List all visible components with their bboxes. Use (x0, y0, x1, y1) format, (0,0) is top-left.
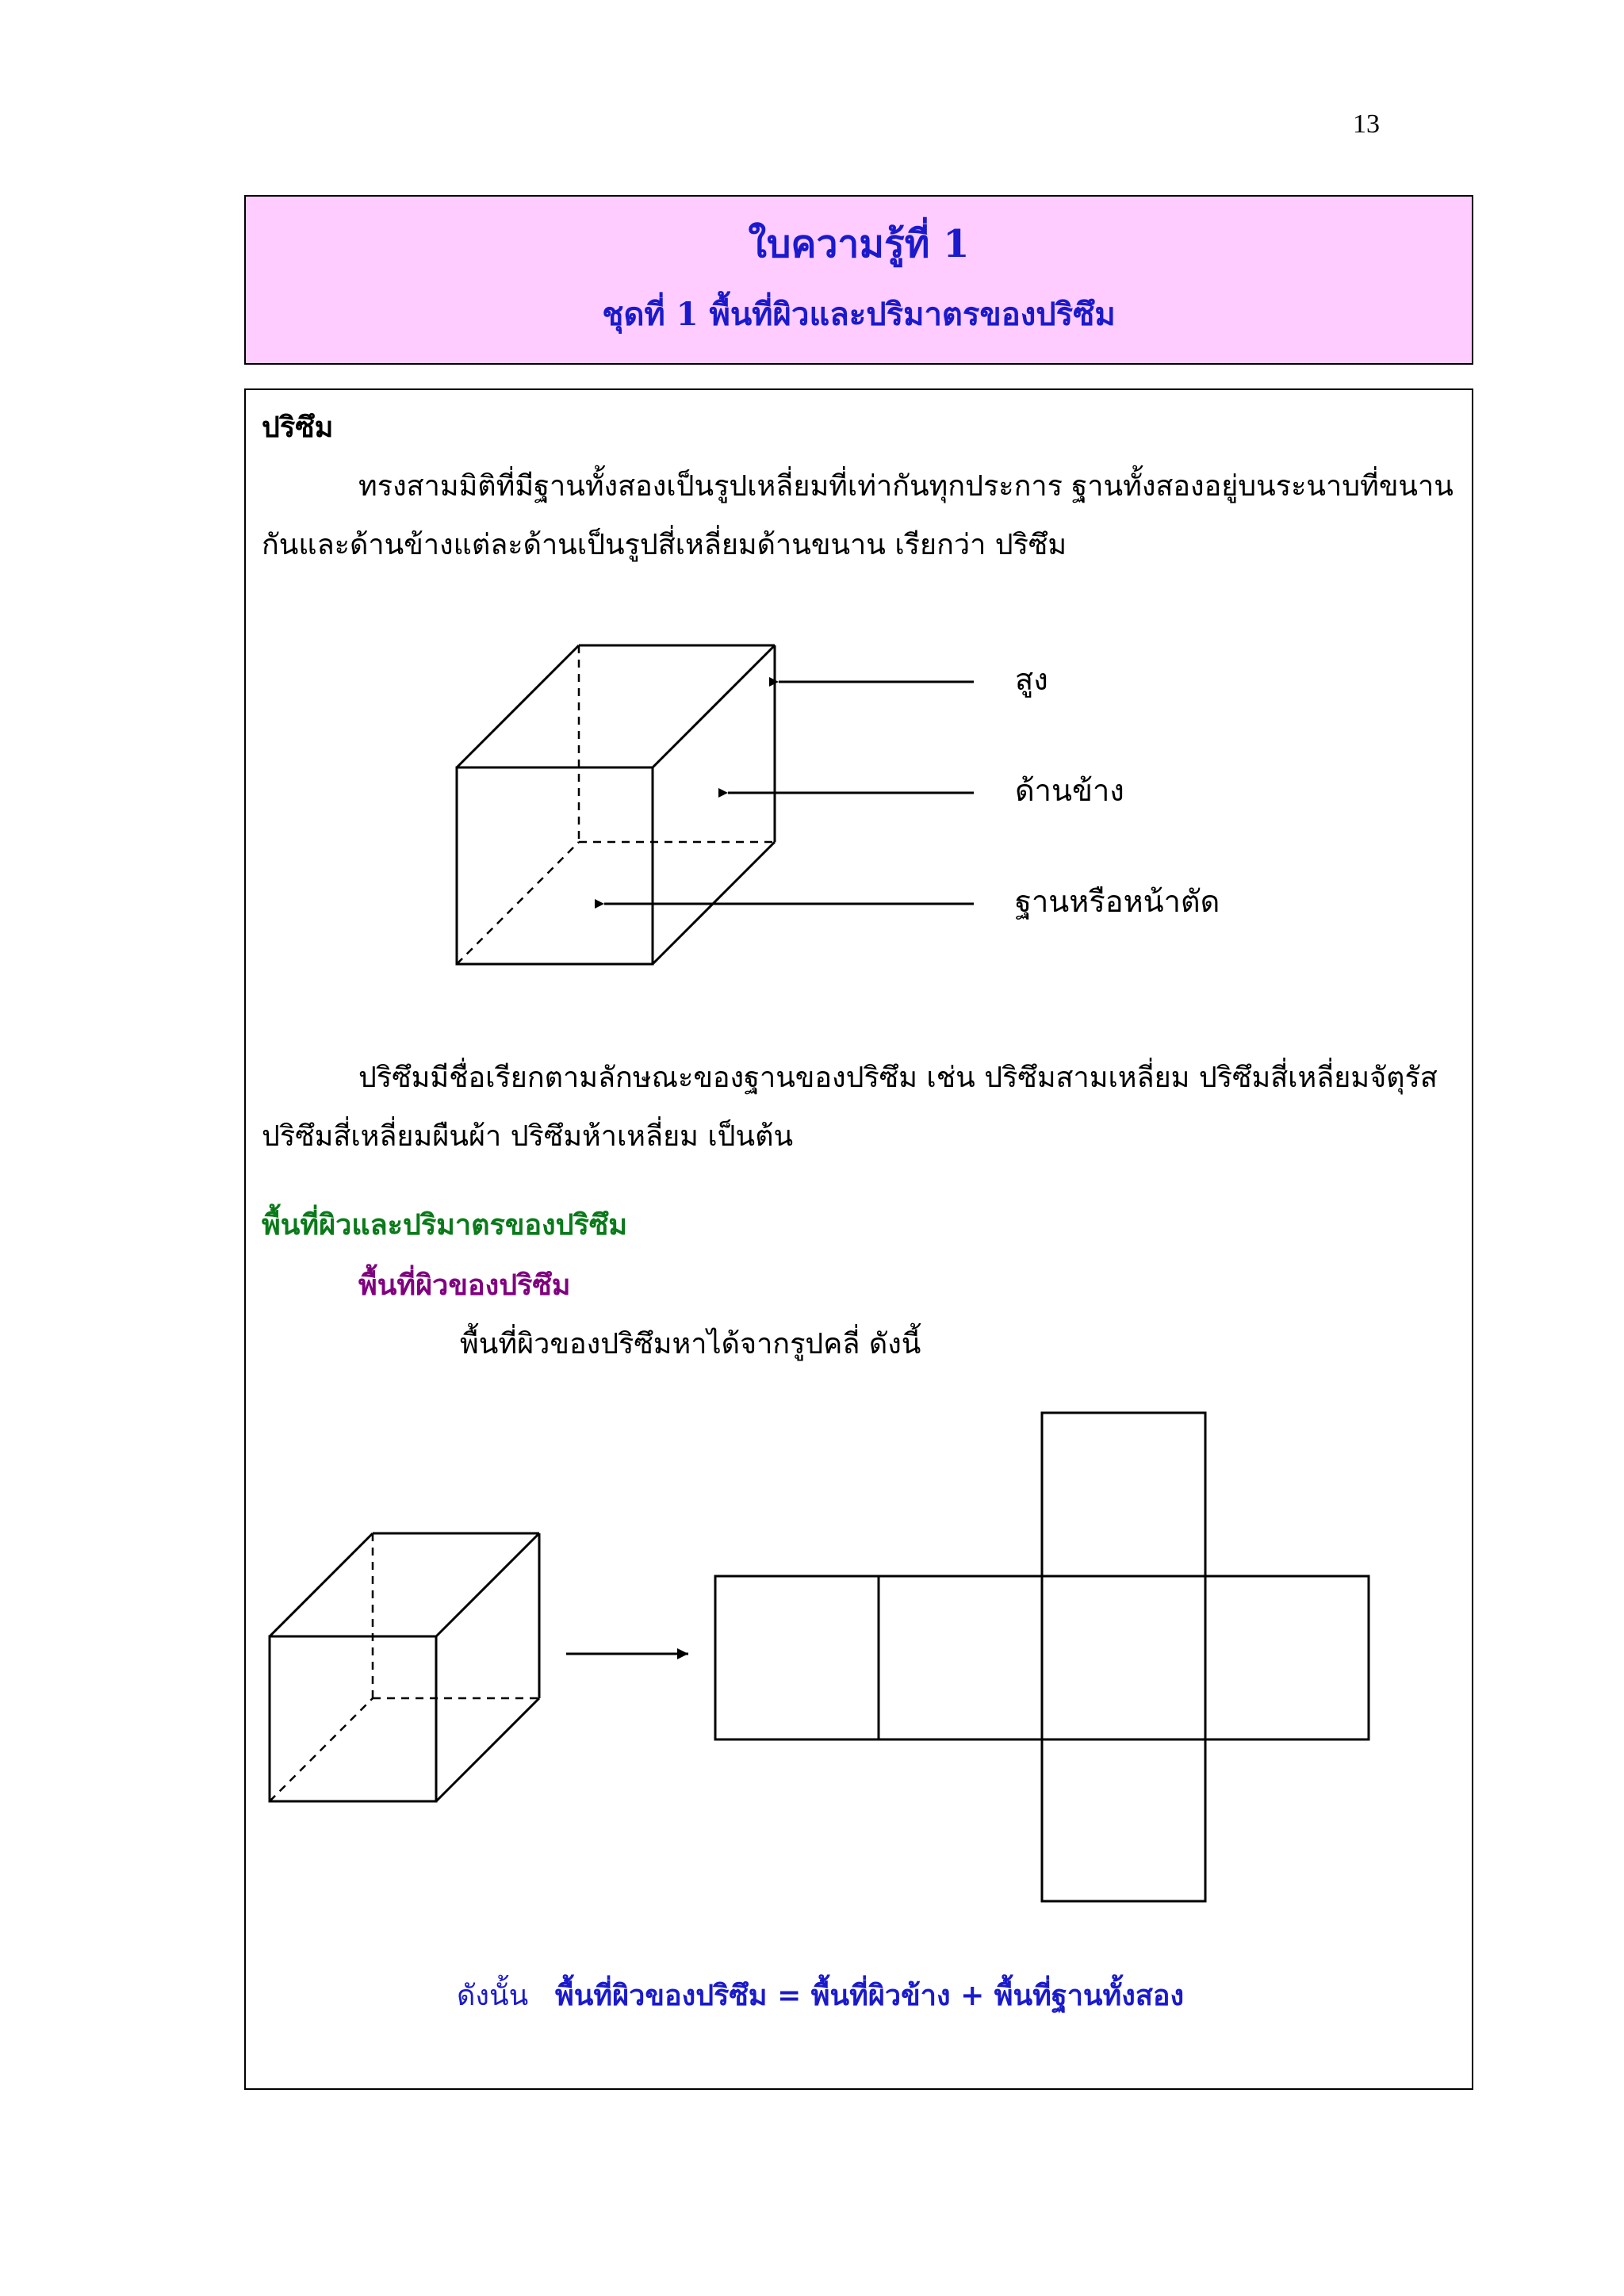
label-height: สูง (1015, 662, 1048, 697)
subheading-surface-area: พื้นที่ผิวของปริซึม (358, 1269, 571, 1302)
label-side: ด้านข้าง (1015, 773, 1124, 808)
small-prism (270, 1533, 539, 1801)
definition-line-1: ทรงสามมิติที่มีฐานทั้งสองเป็นรูปเหลี่ยมที่เท่ากันทุกประการ ฐานทั้งสองอยู่บนระนาบที่ขนาน (358, 470, 1454, 503)
surface-area-formula: พื้นที่ผิวของปริซึม = พื้นที่ผิวข้าง + พื้นที่ฐานทั้งสอง (555, 1979, 1185, 2012)
section-heading-surface-volume: พื้นที่ผิวและปริมาตรของปริซึม (262, 1208, 627, 1242)
definition-line-2: กันและด้านข้างแต่ละด้านเป็นรูปสี่เหลี่ยมด้านขนาน เรียกว่า ปริซึม (262, 529, 1067, 561)
conclusion-prefix: ดังนั้น (457, 1980, 529, 2012)
page-number: 13 (1353, 109, 1380, 139)
worksheet-subtitle: ชุดที่ 1 พื้นที่ผิวและปริมาตรของปริซึม (602, 296, 1116, 333)
naming-line-1: ปริซึมมีชื่อเรียกตามลักษณะของฐานของปริซึม เช่น ปริซึมสามเหลี่ยม ปริซึมสี่เหลี่ยมจัตุรัส (358, 1062, 1438, 1094)
prism-net (715, 1413, 1369, 1901)
section-heading-prism: ปริซึม (262, 411, 334, 444)
label-base: ฐานหรือหน้าตัด (1015, 884, 1220, 919)
net-intro-text: พื้นที่ผิวของปริซึมหาได้จากรูปคลี่ ดังนี้ (460, 1328, 921, 1360)
worksheet-title: ใบความรู้ที่ 1 (748, 222, 970, 266)
naming-line-2: ปริซึมสี่เหลี่ยมผืนผ้า ปริซึมห้าเหลี่ยม เป็นต้น (262, 1120, 794, 1153)
